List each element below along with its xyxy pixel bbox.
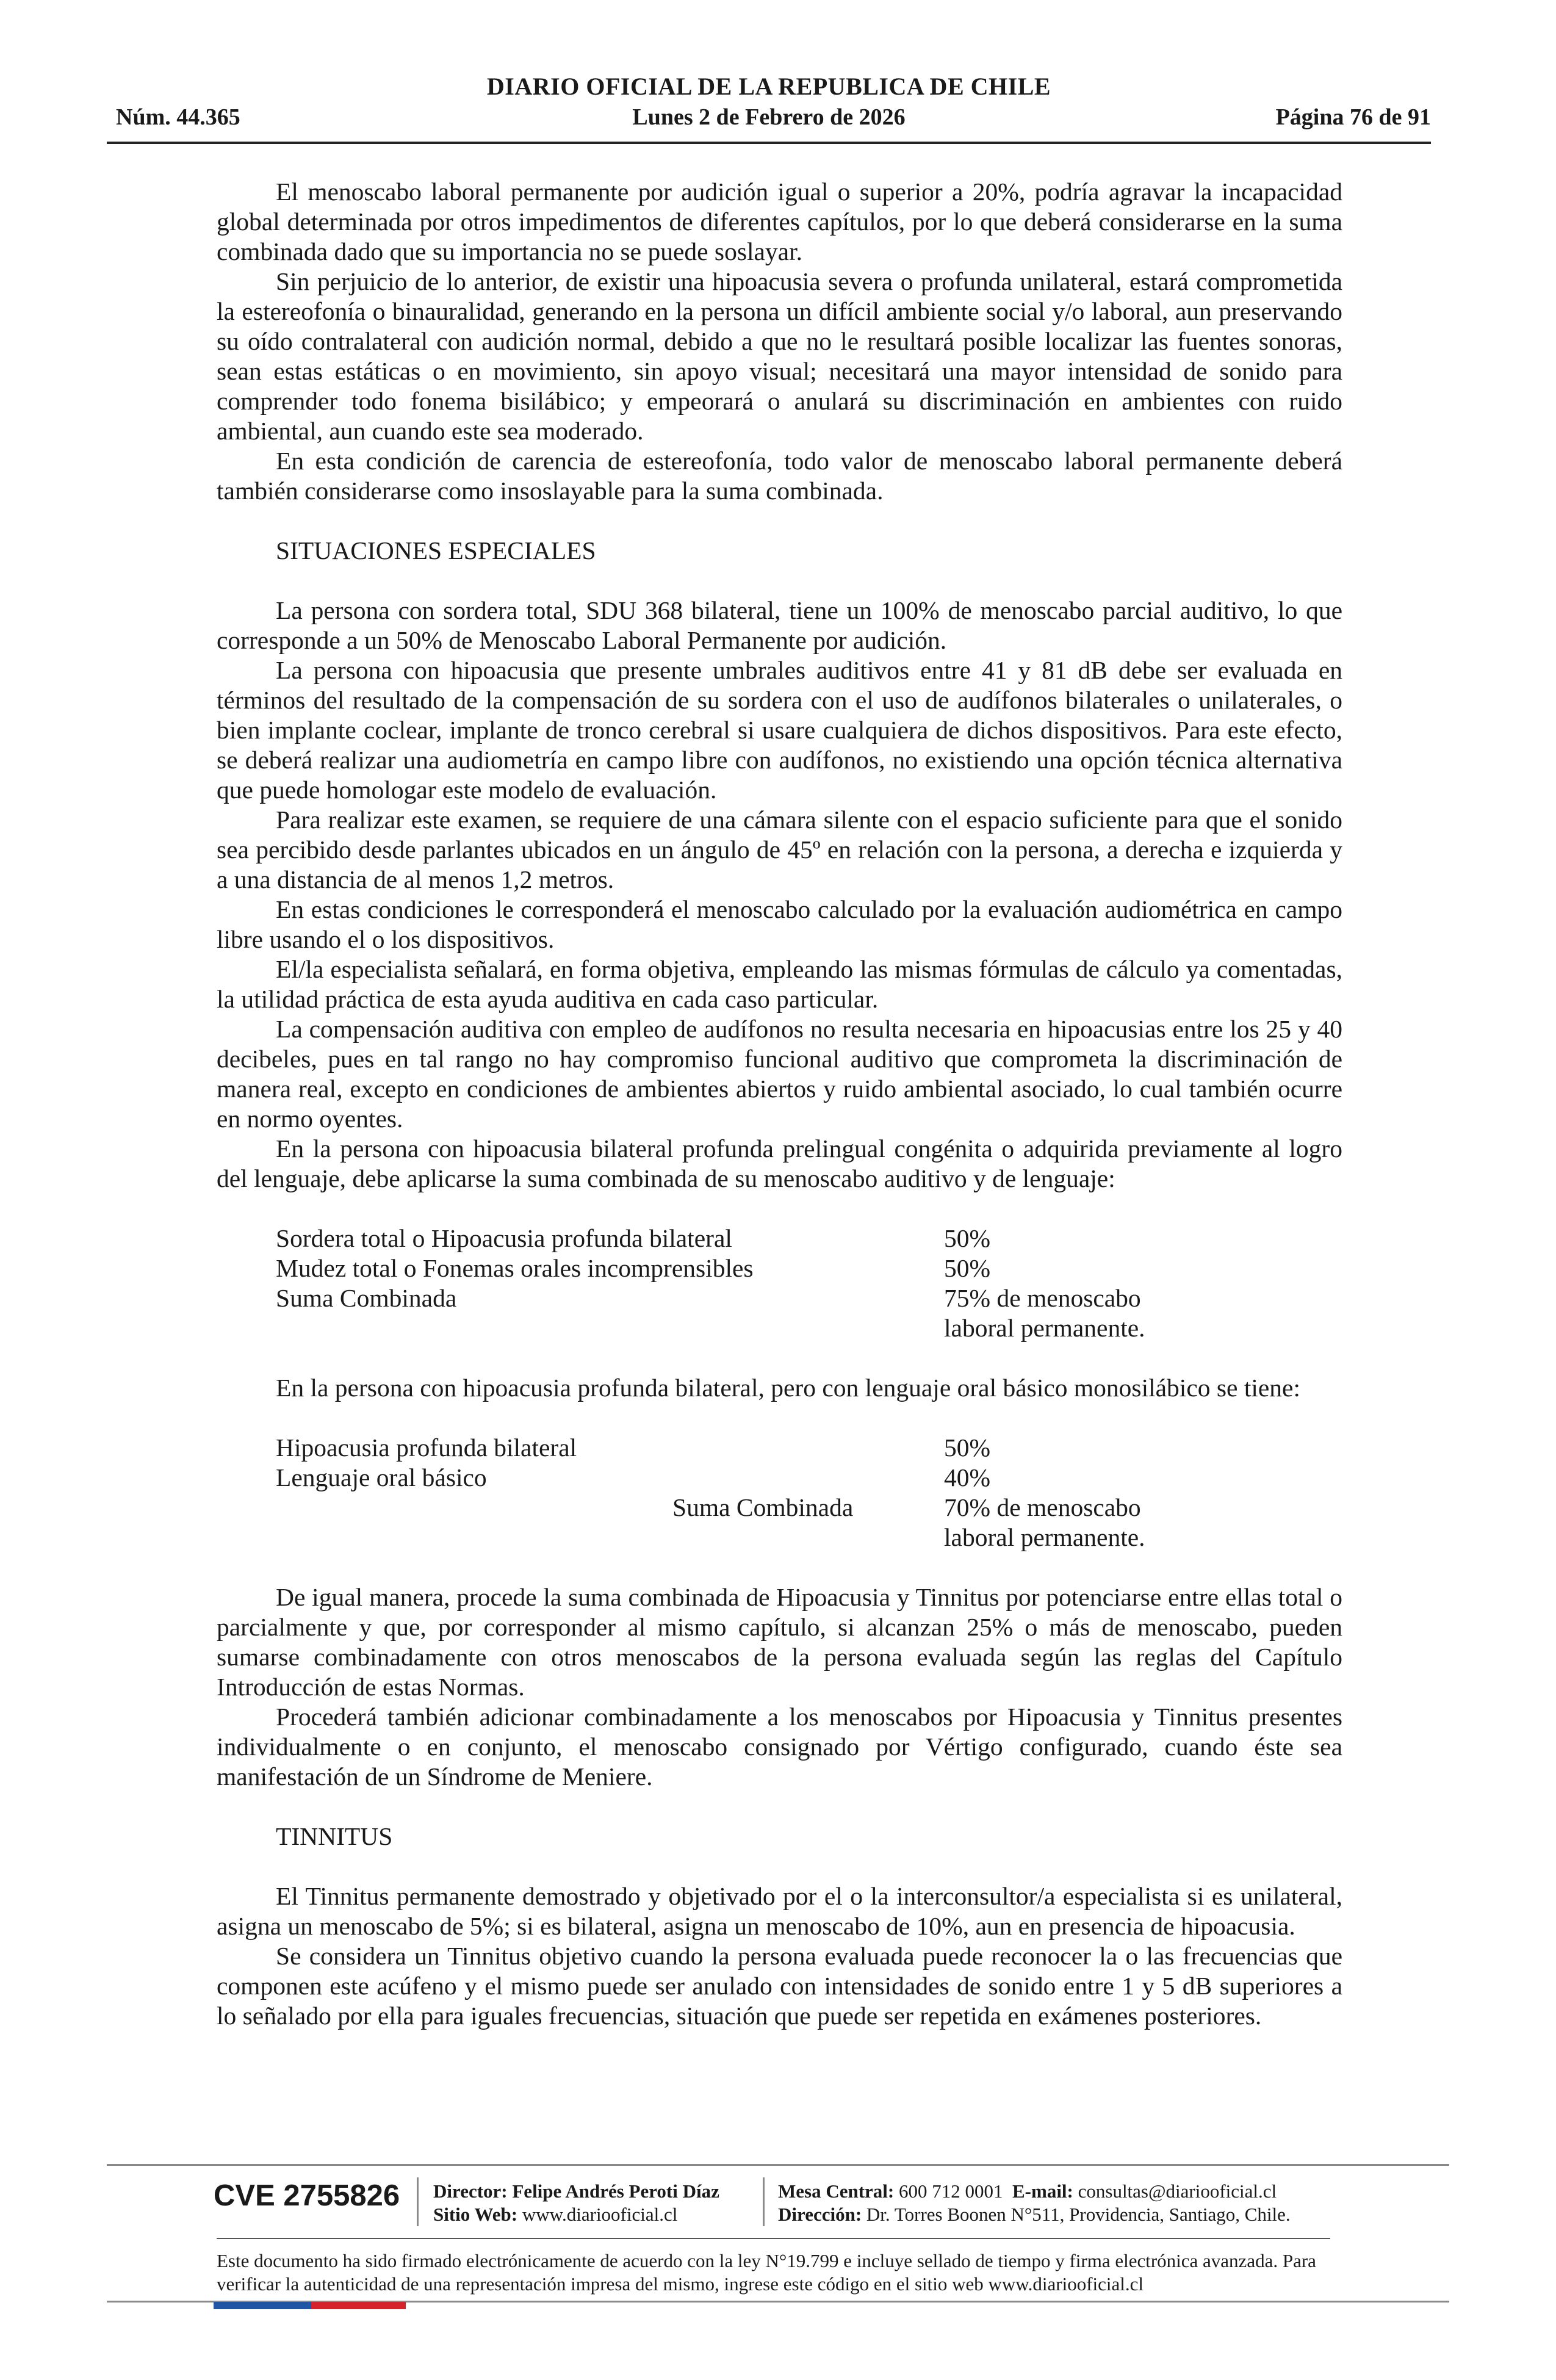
paragraph: El Tinnitus permanente demostrado y objetivado por el o la interconsultor/a especialista si es unilateral, asigna un menoscabo de 5%; si es bilateral, asigna un menoscabo de 10%, aun en presencia de hipoacusia. bbox=[217, 1882, 1342, 1940]
table-value: laboral permanente. bbox=[944, 1314, 1145, 1342]
paragraph: En esta condición de carencia de estereofonía, todo valor de menoscabo laboral permanente deberá también considerarse como insoslayable para la suma combinada. bbox=[217, 447, 1342, 505]
issue-date: Lunes 2 de Febrero de 2026 bbox=[632, 104, 906, 130]
table-value: 50% bbox=[944, 1224, 991, 1252]
table-value: 50% bbox=[944, 1254, 991, 1282]
site-link[interactable]: www.diariooficial.cl bbox=[522, 2204, 678, 2225]
paragraph: La compensación auditiva con empleo de audífonos no resulta necesaria en hipoacusias entre los 25 y 40 decibeles, pues en tal rango no hay compromiso funcional auditivo que comprometa la discriminación de manera real, excepto en condiciones de ambientes abiertos y ruido ambiental asociado, lo cual también ocurre en normo oyentes. bbox=[217, 1015, 1342, 1133]
paragraph: El menoscabo laboral permanente por audición igual o superior a 20%, podría agravar la incapacidad global determinada por otros impedimentos de diferentes capítulos, por lo que deberá considerarse en la suma combinada dado que su importancia no se puede soslayar. bbox=[217, 178, 1342, 265]
table-label: Mudez total o Fonemas orales incomprensibles bbox=[276, 1254, 754, 1282]
phone-value: 600 712 0001 bbox=[899, 2180, 1003, 2202]
legal-notice: Este documento ha sido firmado electrónicamente de acuerdo con la ley N°19.799 e incluye sellado de tiempo y firma electrónica avanzada. Para verificar la autenticidad de una representación impresa del mismo, ingrese este código en el sitio web www.diariooficial.cl bbox=[217, 2250, 1316, 2295]
paragraph: Se considera un Tinnitus objetivo cuando la persona evaluada puede reconocer la o las frecuencias que componen este acúfeno y el mismo puede ser anulado con intensidades de sonido entre 1 y 5 dB superiores a lo señalado por ella para iguales frecuencias, situación que puede ser repetida en exámenes posteriores. bbox=[217, 1942, 1342, 2030]
address-value: Dr. Torres Boonen N°511, Providencia, Santiago, Chile. bbox=[866, 2204, 1291, 2225]
paragraph: De igual manera, procede la suma combinada de Hipoacusia y Tinnitus por potenciarse entre ellas total o parcialmente y que, por corresponder al mismo capítulo, si alcanzan 25% o más de menoscabo, pueden sumarse combinadamente con otros menoscabos de la persona evaluada según las reglas del Capítulo Introducción de estas Normas. bbox=[217, 1583, 1342, 1701]
table-value: laboral permanente. bbox=[944, 1523, 1145, 1551]
footer-separator bbox=[763, 2177, 765, 2226]
page-number: Página 76 de 91 bbox=[1275, 104, 1431, 130]
section-heading-special: SITUACIONES ESPECIALES bbox=[276, 536, 596, 564]
table-value: 75% de menoscabo bbox=[944, 1284, 1141, 1312]
footer-separator bbox=[417, 2177, 419, 2226]
issue-number: Núm. 44.365 bbox=[116, 104, 240, 130]
flag-stripe-blue bbox=[214, 2302, 311, 2309]
director-name: Felipe Andrés Peroti Díaz bbox=[512, 2180, 719, 2202]
paragraph: Procederá también adicionar combinadamente a los menoscabos por Hipoacusia y Tinnitus presentes individualmente o en conjunto, el menoscabo consignado por Vértigo configurado, cuando éste sea manifestación de un Síndrome de Meniere. bbox=[217, 1703, 1342, 1790]
email-label: E-mail: bbox=[1012, 2180, 1073, 2202]
table-row bbox=[276, 1283, 1313, 1313]
director-label: Director: bbox=[433, 2180, 508, 2202]
footer-divider-mid bbox=[217, 2238, 1330, 2239]
header-divider bbox=[107, 142, 1431, 144]
paragraph: En estas condiciones le corresponderá el menoscabo calculado por la evaluación audiométrica en campo libre usando el o los dispositivos. bbox=[217, 895, 1342, 953]
footer-contact-block bbox=[778, 2180, 1291, 2226]
address-label: Dirección: bbox=[778, 2204, 862, 2225]
paragraph: La persona con hipoacusia que presente umbrales auditivos entre 41 y 81 dB debe ser evaluada en términos del resultado de la compensación de su sordera con el uso de audífonos bilaterales o unilaterales, o bien implante coclear, implante de tronco cerebral si usare cualquiera de dichos dispositivos. Para este efecto, se deberá realizar una audiometría en campo libre con audífonos, no existiendo una opción técnica alternativa que puede homologar este modelo de evaluación. bbox=[217, 656, 1342, 804]
table-row bbox=[276, 1253, 1313, 1283]
email-link[interactable]: consultas@diariooficial.cl bbox=[1078, 2180, 1277, 2202]
paragraph: En la persona con hipoacusia profunda bilateral, pero con lenguaje oral básico monosilábico se tiene: bbox=[276, 1374, 1301, 1402]
table-row bbox=[276, 1463, 1313, 1493]
table-row bbox=[276, 1493, 1313, 1523]
paragraph: Sin perjuicio de lo anterior, de existir una hipoacusia severa o profunda unilateral, estará comprometida la estereofonía o binauralidad, generando en la persona un difícil ambiente social y/o laboral, aun preservando su oído contralateral con audición normal, debido a que no le resultará posible localizar las fuentes sonoras, sean estas estáticas o en movimiento, sin apoyo visual; necesitará una mayor intensidad de sonido para comprender todo fonema bisilábico; y empeorará o anulará su discriminación en ambientes con ruido ambiental, aun cuando este sea moderado. bbox=[217, 267, 1342, 445]
table-row bbox=[276, 1313, 1313, 1343]
table-label: Suma Combinada bbox=[672, 1493, 854, 1521]
table-value: 40% bbox=[944, 1463, 991, 1491]
site-label: Sitio Web: bbox=[433, 2204, 518, 2225]
paragraph: Para realizar este examen, se requiere de una cámara silente con el espacio suficiente para que el sonido sea percibido desde parlantes ubicados en un ángulo de 45º en relación con la persona, a derecha e izquierda y a una distancia de al menos 1,2 metros. bbox=[217, 806, 1342, 893]
paragraph: El/la especialista señalará, en forma objetiva, empleando las mismas fórmulas de cálculo ya comentadas, la utilidad práctica de esta ayuda auditiva en cada caso particular. bbox=[217, 955, 1342, 1013]
phone-label: Mesa Central: bbox=[778, 2180, 895, 2202]
table-row bbox=[276, 1523, 1313, 1552]
section-heading-tinnitus: TINNITUS bbox=[276, 1822, 393, 1850]
combined-sum-table-2 bbox=[217, 1433, 1342, 1552]
flag-stripe-red bbox=[311, 2302, 406, 2309]
footer-director-block bbox=[433, 2180, 719, 2226]
document-body bbox=[217, 177, 1342, 2031]
table-row bbox=[276, 1224, 1313, 1253]
paragraph: La persona con sordera total, SDU 368 bilateral, tiene un 100% de menoscabo parcial auditivo, lo que corresponde a un 50% de Menoscabo Laboral Permanente por audición. bbox=[217, 596, 1342, 654]
table-label: Lenguaje oral básico bbox=[276, 1463, 487, 1491]
newspaper-title: DIARIO OFICIAL DE LA REPUBLICA DE CHILE bbox=[486, 73, 1051, 100]
table-value: 70% de menoscabo bbox=[944, 1493, 1141, 1521]
table-label: Suma Combinada bbox=[276, 1284, 457, 1312]
footer-divider-top bbox=[107, 2164, 1449, 2166]
table-row bbox=[276, 1433, 1313, 1463]
paragraph: En la persona con hipoacusia bilateral profunda prelingual congénita o adquirida previamente al logro del lenguaje, debe aplicarse la suma combinada de su menoscabo auditivo y de lenguaje: bbox=[217, 1134, 1342, 1192]
table-label: Hipoacusia profunda bilateral bbox=[276, 1433, 577, 1462]
combined-sum-table-1 bbox=[217, 1224, 1342, 1343]
table-label: Sordera total o Hipoacusia profunda bilateral bbox=[276, 1224, 732, 1252]
page-header bbox=[107, 72, 1431, 145]
cve-code: CVE 2755826 bbox=[214, 2179, 400, 2212]
table-value: 50% bbox=[944, 1433, 991, 1462]
